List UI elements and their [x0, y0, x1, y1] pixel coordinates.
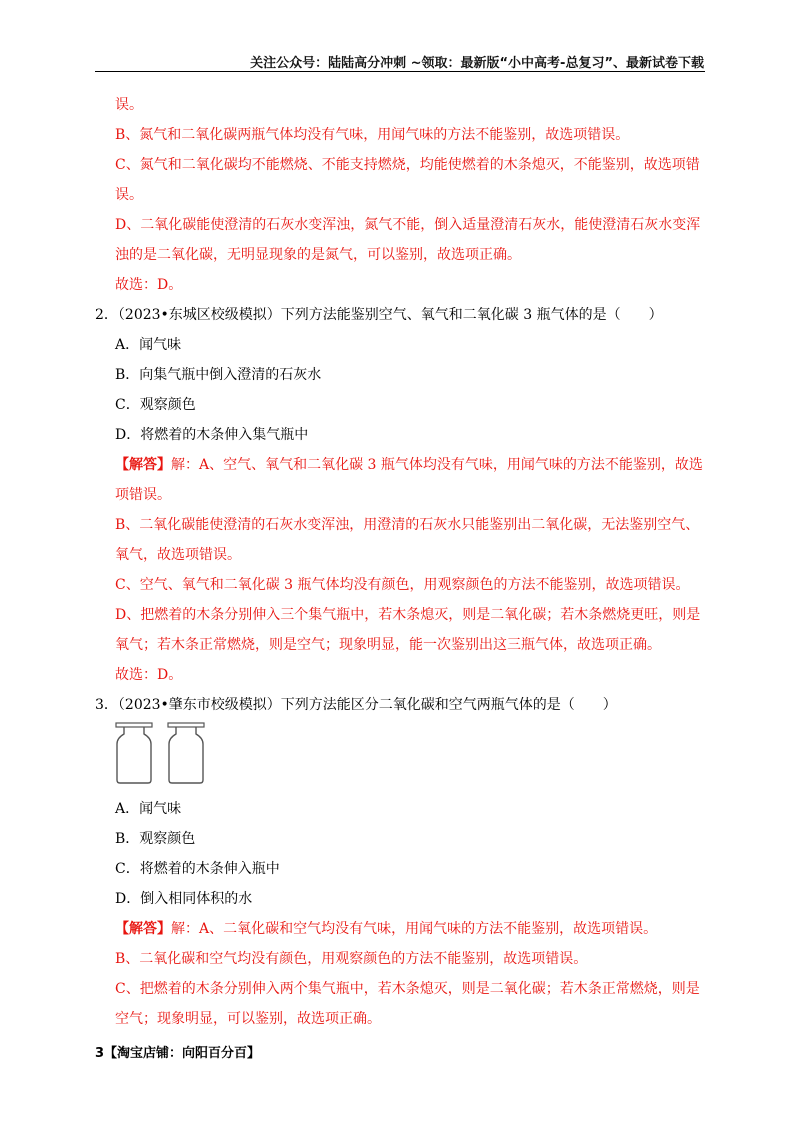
question-2-answer-d-line1: D、把燃着的木条分别伸入三个集气瓶中，若木条熄灭，则是二氧化碳；若木条燃烧更旺，则是	[115, 607, 701, 623]
question-2-stem: 2．（2023•东城区校级模拟）下列方法能鉴别空气、氧气和二氧化碳 3 瓶气体的是（ ）	[95, 307, 663, 323]
document-body	[95, 94, 707, 1030]
question-3-answer-a	[95, 918, 707, 940]
question-3-answer-c-line1: C、把燃着的木条分别伸入两个集气瓶中，若木条熄灭，则是二氧化碳；若木条正常燃烧，则是	[115, 981, 700, 997]
answer-tag: 【解答】	[115, 457, 171, 473]
question-3-answer-c-line2: 空气；现象明显，可以鉴别，故选项正确。	[115, 1011, 381, 1027]
page-header: 关注公众号：陆陆高分冲刺 ~领取：最新版“小中高考-总复习”、最新试卷下载	[250, 56, 704, 71]
question-2-answer-d-line2: 氧气；若木条正常燃烧，则是空气；现象明显，能一次鉴别出这三瓶气体，故选项正确。	[115, 637, 661, 653]
question-2-answer-line2: 项错误。	[115, 487, 171, 503]
question-2-option-c: C．观察颜色	[115, 397, 196, 413]
question-2-option-d: D．将燃着的木条伸入集气瓶中	[115, 427, 309, 443]
header-rule	[95, 71, 705, 72]
question-3-option-b: B．观察颜色	[115, 831, 196, 847]
question-3-option-a: A．闻气味	[115, 801, 182, 817]
answer-choice: 故选：D。	[115, 277, 183, 293]
question-3-option-d: D．倒入相同体积的水	[115, 891, 253, 907]
answer-option-c-line2: 误。	[115, 187, 143, 203]
question-2-answer-choice: 故选：D。	[115, 667, 183, 683]
gas-bottle-icon	[167, 722, 205, 784]
question-3-option-c: C．将燃着的木条伸入瓶中	[115, 861, 280, 877]
question-2-option-a: A．闻气味	[115, 337, 182, 353]
gas-bottles-figure	[115, 722, 707, 790]
answer-option-d-line2: 浊的是二氧化碳，无明显现象的是氮气，可以鉴别，故选项正确。	[115, 247, 521, 263]
page-footer: 3【淘宝店铺：向阳百分百】	[95, 1046, 261, 1061]
question-2-answer-b-line2: 氧气，故选项错误。	[115, 547, 241, 563]
question-3-answer-b: B、二氧化碳和空气均没有颜色，用观察颜色的方法不能鉴别，故选项错误。	[115, 951, 588, 967]
answer-text: 解：A、空气、氧气和二氧化碳 3 瓶气体均没有气味，用闻气味的方法不能鉴别，故选	[171, 457, 703, 473]
question-2-option-b: B．向集气瓶中倒入澄清的石灰水	[115, 367, 322, 383]
question-3-stem: 3．（2023•肇东市校级模拟）下列方法能区分二氧化碳和空气两瓶气体的是（ ）	[95, 697, 617, 713]
question-2-answer-b-line1: B、二氧化碳能使澄清的石灰水变浑浊，用澄清的石灰水只能鉴别出二氧化碳，无法鉴别空气、	[115, 517, 700, 533]
question-2-answer-line1	[95, 454, 707, 476]
answer-option-b: B、氮气和二氧化碳两瓶气体均没有气味，用闻气味的方法不能鉴别，故选项错误。	[115, 127, 630, 143]
answer-tag: 【解答】	[115, 921, 171, 937]
answer-option-d-line1: D、二氧化碳能使澄清的石灰水变浑浊，氮气不能，倒入适量澄清石灰水，能使澄清石灰水变浑	[115, 217, 701, 233]
answer-option-c-line1: C、氮气和二氧化碳均不能燃烧、不能支持燃烧，均能使燃着的木条熄灭，不能鉴别，故选项错	[115, 157, 700, 173]
gas-bottle-icon	[115, 722, 153, 784]
question-2-answer-c: C、空气、氧气和二氧化碳 3 瓶气体均没有颜色，用观察颜色的方法不能鉴别，故选项错误。	[115, 577, 690, 593]
answer-continued-line: 误。	[115, 97, 143, 113]
answer-text: 解：A、二氧化碳和空气均没有气味，用闻气味的方法不能鉴别，故选项错误。	[171, 921, 658, 937]
